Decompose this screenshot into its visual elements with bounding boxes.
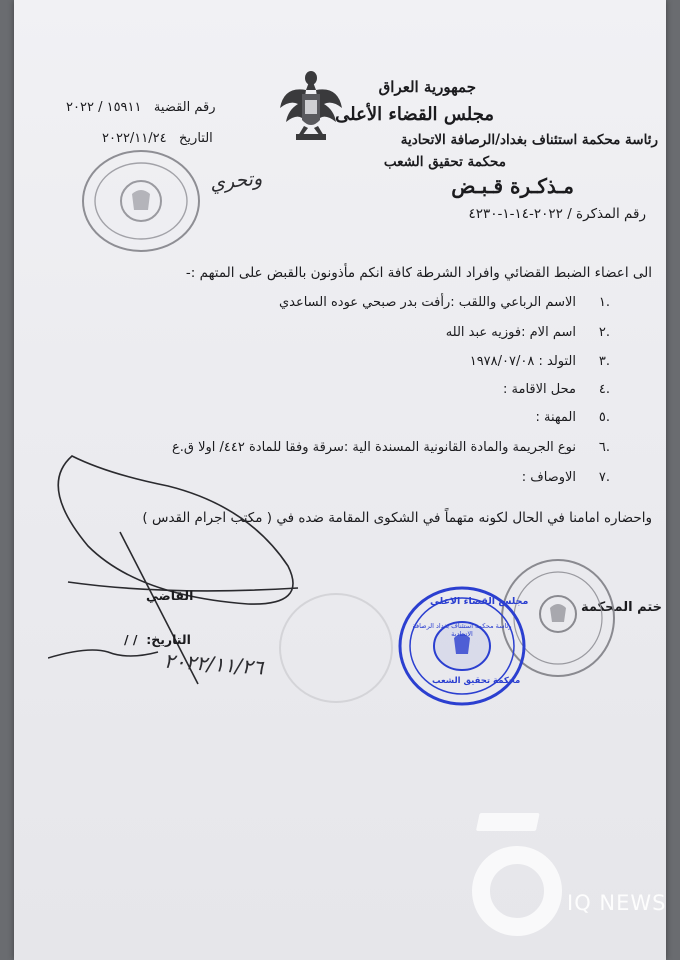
item-number: ٢.	[598, 325, 610, 340]
country-name: جمهورية العراق	[378, 78, 476, 96]
warrant-intro: الى اعضاء الضبط القضائي وافراد الشرطة كافة انكم مأذونون بالقبض على المتهم :-	[185, 265, 652, 281]
handwritten-date: ٢٠٢٢/١١/٢٦	[163, 648, 265, 680]
iq-news-logo-icon	[471, 807, 571, 937]
memo-number: رقم المذكرة / ٢٠٢٢-١٤-١-٤٢٣٠	[468, 206, 646, 222]
eagle-emblem-icon	[276, 64, 346, 152]
case-number: رقم القضية ١٥٩١١ / ٢٠٢٢	[66, 100, 216, 115]
item-number: ٤.	[598, 382, 610, 397]
court-name: رئاسة محكمة استئناف بغداد/الرصافة الاتحادية	[400, 132, 658, 148]
blue-seal-mid-text: رئاسة محكمة استئناف بغداد الرصافة الاتحادية	[412, 622, 512, 638]
blue-court-seal	[396, 584, 528, 708]
handwritten-title-note: وتحري	[208, 167, 264, 195]
warrant-closing: واحضاره امامنا في الحال لكونه متهماً في الشكوى المقامة ضده في ( مكتب اجرام القدس )	[142, 510, 652, 526]
iq-news-watermark	[471, 807, 666, 937]
item-description: الاوصاف :	[521, 470, 576, 485]
item-mother-name: اسم الام :فوزيه عبد الله	[445, 325, 576, 340]
court-stamp-top-icon	[78, 146, 204, 256]
item-birth-date: التولد : ١٩٧٨/٠٧/٠٨	[469, 354, 576, 369]
footer-date: التاريخ: / /	[124, 632, 191, 647]
item-number: ٦.	[598, 440, 610, 455]
item-number: ٥.	[598, 410, 610, 425]
faded-stamp-icon	[276, 590, 396, 706]
item-crime-type: نوع الجريمة والمادة القانونية المسندة الية :سرقة وفقا للمادة ٤٤٢/ اولا ق.ع	[171, 440, 576, 455]
item-full-name: الاسم الرباعي واللقب :رأفت بدر صبحي عوده الساعدي	[278, 295, 576, 310]
item-number: ٧.	[598, 470, 610, 485]
item-residence: محل الاقامة :	[503, 382, 576, 397]
blue-seal-bottom-text: محكمة تحقيق الشعب	[432, 676, 521, 686]
court-seal-label: ختم المحكمة	[581, 600, 662, 615]
blue-seal-top-text: مجلس القضاء الاعلى	[430, 596, 529, 607]
item-number: ١.	[598, 295, 610, 310]
document-title: مـذكـرة قـبـض	[451, 174, 574, 198]
case-date: التاريخ ٢٠٢٢/١١/٢٤	[102, 131, 213, 146]
court-subname: محكمة تحقيق الشعب	[383, 154, 506, 170]
document-page	[14, 0, 666, 960]
watermark-brand: IQ NEWS	[567, 891, 666, 915]
item-number: ٣.	[598, 354, 610, 369]
judge-label: القاضي	[146, 588, 194, 603]
council-name: مجلس القضاء الأعلى	[335, 104, 494, 125]
item-occupation: المهنة :	[535, 410, 576, 425]
